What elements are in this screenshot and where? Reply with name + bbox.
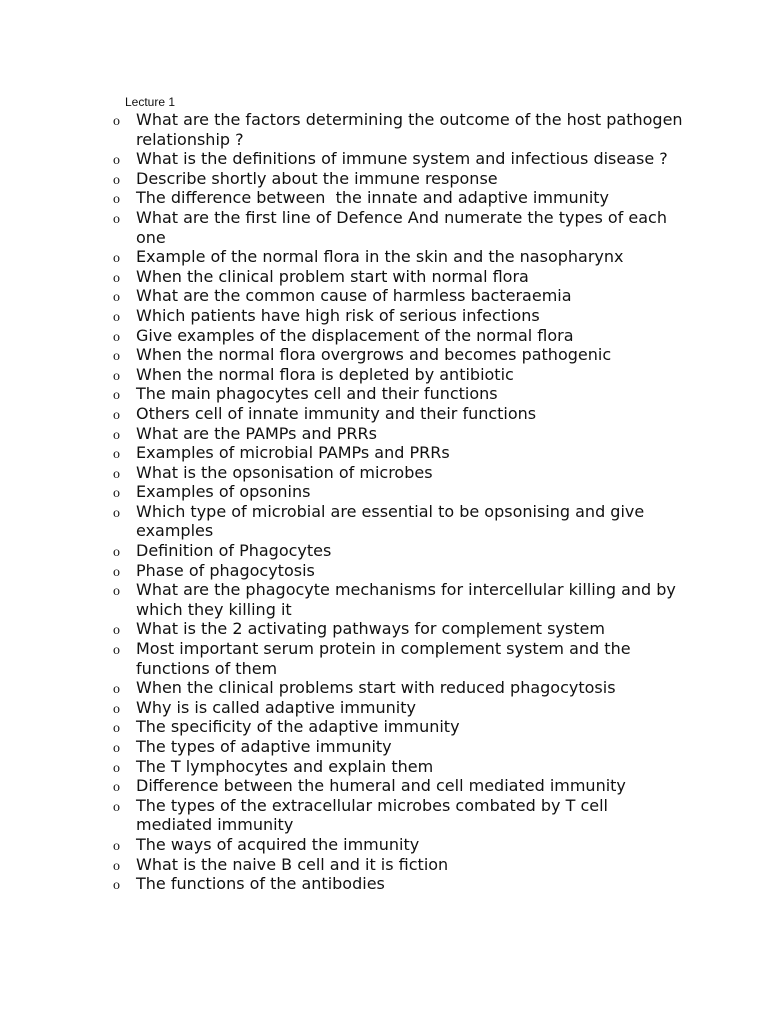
bullet-icon: o (113, 701, 120, 717)
question-text: The functions of the antibodies (136, 874, 385, 894)
bullet-icon: o (113, 290, 120, 306)
bullet-icon: o (113, 878, 120, 894)
list-item (0, 757, 684, 777)
question-text: Phase of phagocytosis (136, 560, 315, 580)
bullet-icon: o (113, 388, 120, 404)
bullet-icon: o (113, 760, 120, 776)
question-text: The main phagocytes cell and their functions (136, 384, 498, 404)
list-item (0, 580, 684, 619)
question-text: The difference between the innate and adaptive immunity (136, 188, 609, 208)
list-item (0, 345, 684, 365)
list-item (0, 502, 684, 541)
question-text: What are the common cause of harmless bacteraemia (136, 286, 572, 306)
bullet-icon: o (113, 427, 120, 443)
bullet-icon: o (113, 172, 120, 188)
question-text: What are the first line of Defence And numerate the types of each one (136, 207, 673, 247)
list-item (0, 247, 684, 267)
question-text: Why is is called adaptive immunity (136, 697, 416, 717)
bullet-icon: o (113, 329, 120, 345)
bullet-icon: o (113, 349, 120, 365)
list-item (0, 698, 684, 718)
list-item (0, 267, 684, 287)
list-item (0, 541, 684, 561)
bullet-icon: o (113, 153, 120, 169)
list-item (0, 776, 684, 796)
question-text: When the clinical problems start with reduced phagocytosis (136, 678, 616, 698)
bullet-icon: o (113, 799, 120, 815)
bullet-icon: o (113, 114, 120, 129)
question-text: When the clinical problem start with normal flora (136, 266, 529, 286)
question-text: Examples of microbial PAMPs and PRRs (136, 443, 450, 463)
question-text: What are the PAMPs and PRRs (136, 423, 377, 443)
question-text: Describe shortly about the immune response (136, 168, 498, 188)
bullet-icon: o (113, 858, 120, 874)
question-text: What are the factors determining the outcome of the host pathogen relationship ? (136, 110, 688, 149)
list-item (0, 737, 684, 757)
list-item (0, 796, 684, 835)
question-list (0, 110, 768, 894)
bullet-icon: o (113, 623, 120, 639)
list-item (0, 678, 684, 698)
question-text: Example of the normal flora in the skin and the nasopharynx (136, 247, 624, 267)
question-text: Others cell of innate immunity and their functions (136, 403, 537, 423)
list-item (0, 424, 684, 444)
question-text: What are the phagocyte mechanisms for intercellular killing and by which they killing it (136, 580, 681, 619)
list-item (0, 326, 684, 346)
list-item (0, 619, 684, 639)
bullet-icon: o (113, 466, 120, 482)
list-item (0, 443, 684, 463)
question-text: The T lymphocytes and explain them (136, 756, 434, 776)
question-text: What is the 2 activating pathways for complement system (136, 619, 605, 639)
question-text: Difference between the humeral and cell mediated immunity (136, 776, 626, 796)
bullet-icon: o (113, 505, 120, 521)
question-text: When the normal flora is depleted by antibiotic (136, 364, 514, 384)
bullet-icon: o (113, 211, 120, 227)
list-item (0, 208, 684, 247)
list-item (0, 855, 684, 875)
list-item (0, 306, 684, 326)
question-text: Which patients have high risk of serious infections (136, 305, 540, 325)
list-item (0, 404, 684, 424)
bullet-icon: o (113, 741, 120, 756)
bullet-icon: o (113, 838, 120, 854)
bullet-icon: o (113, 486, 120, 502)
bullet-icon: o (113, 407, 120, 423)
list-item (0, 561, 684, 581)
question-text: The ways of acquired the immunity (136, 834, 420, 854)
question-text: What is the opsonisation of microbes (136, 462, 433, 482)
list-item (0, 365, 684, 385)
bullet-icon: o (113, 192, 120, 208)
list-item (0, 874, 684, 894)
list-item (0, 286, 684, 306)
question-text: Definition of Phagocytes (136, 541, 332, 561)
bullet-icon: o (113, 368, 120, 384)
bullet-icon: o (113, 251, 120, 267)
bullet-icon: o (113, 584, 120, 600)
question-text: Give examples of the displacement of the normal flora (136, 325, 574, 345)
list-item (0, 717, 684, 737)
bullet-icon: o (113, 309, 120, 325)
question-text: The types of the extracellular microbes combated by T cell mediated immunity (136, 795, 614, 835)
bullet-icon: o (113, 447, 120, 463)
question-text: Most important serum protein in complement system and the functions of them (136, 639, 636, 678)
bullet-icon: o (113, 682, 120, 698)
question-text: Examples of opsonins (136, 482, 311, 502)
bullet-icon: o (113, 270, 120, 286)
list-item (0, 384, 684, 404)
lecture-heading: Lecture 1 (125, 95, 176, 109)
list-item (0, 188, 684, 208)
question-text: What is the definitions of immune system and infectious disease ? (136, 149, 668, 169)
list-item (0, 169, 684, 189)
bullet-icon: o (113, 780, 120, 796)
list-item (0, 110, 688, 149)
list-item (0, 835, 684, 855)
bullet-icon: o (113, 643, 120, 659)
question-text: When the normal flora overgrows and becomes pathogenic (136, 345, 612, 365)
question-text: The types of adaptive immunity (136, 737, 392, 756)
bullet-icon: o (113, 545, 120, 561)
bullet-icon: o (113, 564, 120, 580)
list-item (0, 463, 684, 483)
bullet-icon: o (113, 721, 120, 737)
list-item (0, 149, 684, 169)
list-item (0, 639, 684, 678)
question-text: The specificity of the adaptive immunity (136, 717, 460, 737)
list-item (0, 482, 684, 502)
question-text: Which type of microbial are essential to be opsonising and give examples (136, 501, 650, 541)
question-text: What is the naive B cell and it is fiction (136, 854, 449, 874)
